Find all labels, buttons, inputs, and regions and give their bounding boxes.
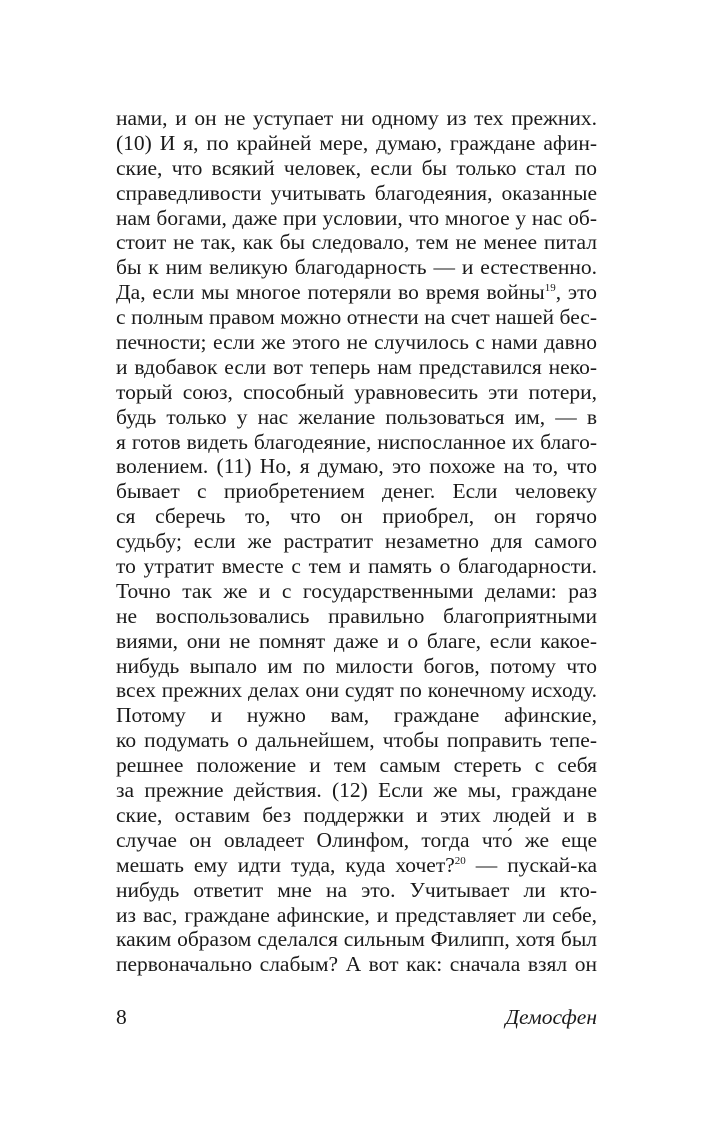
text-line [116, 678, 597, 703]
line-text: стоит не так, как бы следовало, тем не менее питал [116, 230, 597, 255]
text-line [116, 853, 597, 878]
running-title: Демосфен [505, 1005, 597, 1029]
body-text [116, 106, 597, 977]
line-text: за прежние действия. (12) Если же мы, граждане [116, 778, 597, 803]
text-line [116, 156, 597, 181]
line-text: ся сберечь то, что он приобрел, он горячо [116, 504, 597, 529]
line-text: Да, если мы многое потеряли во время войны [116, 280, 545, 305]
text-line [116, 255, 597, 280]
line-text: ские, что всякий человек, если бы только стал по [116, 155, 597, 180]
line-text: виями, они не помнят даже и о благе, если какое- [116, 628, 597, 653]
footnote-marker: 19 [544, 282, 556, 295]
text-line [116, 206, 597, 231]
line-text: Потому и нужно вам, граждане афинские, [116, 703, 597, 728]
text-line [116, 106, 597, 131]
text-line [116, 330, 597, 355]
text-line [116, 430, 597, 455]
text-line [116, 280, 597, 305]
text-line [116, 554, 597, 579]
text-line [116, 529, 597, 554]
text-line [116, 305, 597, 330]
text-line [116, 654, 597, 679]
line-text-after-note: — пускай-ка [475, 852, 597, 877]
line-text: судьбу; если же растратит незаметно для самого [116, 529, 597, 554]
page-number: 8 [116, 1005, 127, 1029]
line-text: не воспользовались правильно благоприятными [116, 603, 597, 628]
text-line [116, 504, 597, 529]
line-text-after-note: , это [555, 280, 597, 305]
text-line [116, 803, 597, 828]
text-line [116, 778, 597, 803]
text-line [116, 454, 597, 479]
line-text: я готов видеть благодеяние, ниспосланное их благо- [116, 429, 597, 454]
line-text: с полным правом можно отнести на счет нашей бес- [116, 305, 597, 330]
footnote-marker: 20 [454, 854, 466, 867]
line-text: торый союз, способный уравновесить эти потери, [116, 379, 597, 404]
text-line [116, 703, 597, 728]
line-text: нибудь выпало им по милости богов, потому что [116, 653, 597, 678]
text-line [116, 927, 597, 952]
line-text: ские, оставим без поддержки и этих людей и в [116, 802, 597, 827]
line-text: (10) И я, по крайней мере, думаю, граждане афин- [116, 130, 597, 155]
text-line [116, 355, 597, 380]
line-text: каким образом сделался сильным Филипп, хотя был [116, 927, 597, 952]
line-text: то утратит вместе с тем и память о благодарности. [116, 554, 597, 579]
line-text: бы к ним великую благодарность — и естественно. [116, 255, 597, 280]
text-line [116, 753, 597, 778]
line-text: нибудь ответит мне на это. Учитывает ли кто- [116, 877, 597, 902]
text-line [116, 604, 597, 629]
text-line [116, 405, 597, 430]
line-text: всех прежних делах они судят по конечному исходу. [116, 678, 597, 703]
line-text: печности; если же этого не случилось с нами давно [116, 330, 597, 355]
text-line [116, 230, 597, 255]
line-text: волением. (11) Но, я думаю, это похоже на то, что [116, 454, 597, 479]
text-line [116, 479, 597, 504]
text-line [116, 579, 597, 604]
line-text: и вдобавок если вот теперь нам представился неко- [116, 354, 597, 379]
line-text: мешать ему идти туда, куда хочет? [116, 852, 455, 877]
line-text: случае он овладеет Олинфом, тогда что́ же еще [116, 827, 597, 852]
text-line [116, 952, 597, 977]
text-line [116, 828, 597, 853]
text-line [116, 181, 597, 206]
line-text: первоначально слабым? А вот как: сначала взял он [116, 952, 597, 977]
line-text: будь только у нас желание пользоваться им, — в [116, 404, 597, 429]
line-text: Точно так же и с государственными делами: раз [116, 578, 597, 603]
line-text: нам богами, даже при условии, что многое у нас об- [116, 205, 597, 230]
text-line [116, 131, 597, 156]
text-line [116, 878, 597, 903]
line-text: ко подумать о дальнейшем, чтобы поправить тепе- [116, 728, 597, 753]
line-text: из вас, граждане афинские, и представляет ли себе, [116, 902, 597, 927]
text-line [116, 728, 597, 753]
line-text: нами, и он не уступает ни одному из тех прежних. [116, 106, 597, 130]
text-line [116, 629, 597, 654]
page-footer [116, 1003, 597, 1031]
text-line [116, 903, 597, 928]
line-text: решнее положение и тем самым стереть с себя [116, 753, 597, 778]
line-text: бывает с приобретением денег. Если человеку [116, 479, 597, 504]
text-line [116, 380, 597, 405]
line-text: справедливости учитывать благодеяния, оказанные [116, 180, 597, 205]
